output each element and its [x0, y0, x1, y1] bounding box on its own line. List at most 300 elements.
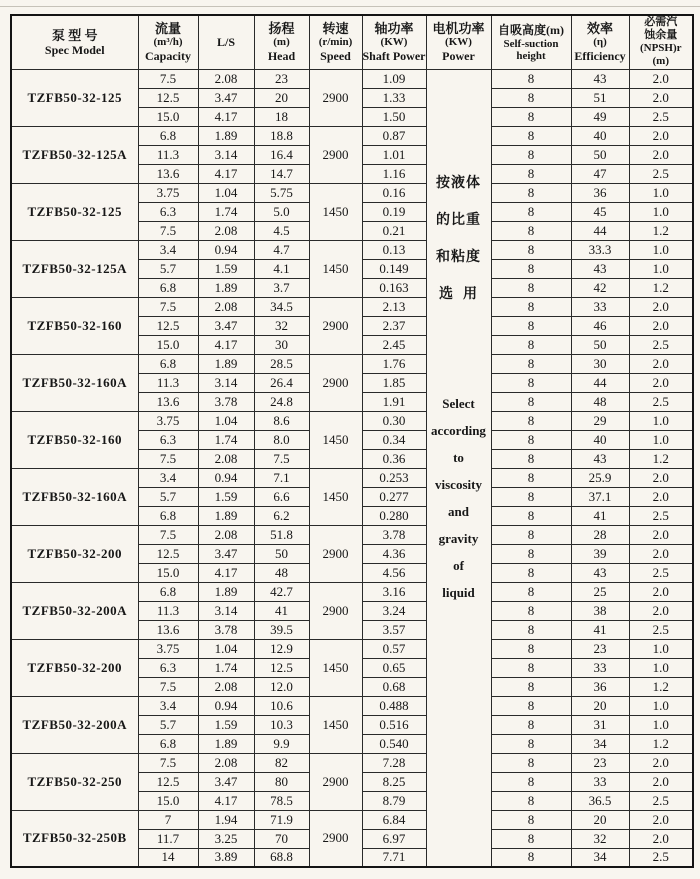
head-cell: 16.4: [254, 145, 309, 164]
capacity-cell: 6.8: [138, 126, 198, 145]
capacity-cell: 11.3: [138, 145, 198, 164]
ls-cell: 1.89: [198, 734, 254, 753]
ls-cell: 1.59: [198, 715, 254, 734]
efficiency-cell: 31: [571, 715, 629, 734]
col-header-capacity: [138, 15, 198, 69]
npsh-cell: 1.0: [629, 411, 693, 430]
capacity-cell: 6.8: [138, 354, 198, 373]
efficiency-cell: 32: [571, 829, 629, 848]
suction-height-cell: 8: [491, 240, 571, 259]
header-efficiency-sym: (η): [593, 36, 607, 49]
capacity-cell: 6.8: [138, 506, 198, 525]
head-cell: 6.2: [254, 506, 309, 525]
head-cell: 3.7: [254, 278, 309, 297]
header-capacity-unit: (m³/h): [153, 36, 183, 49]
capacity-cell: 6.3: [138, 658, 198, 677]
suction-height-cell: 8: [491, 297, 571, 316]
shaft-power-cell: 0.30: [362, 411, 426, 430]
capacity-cell: 6.8: [138, 582, 198, 601]
efficiency-cell: 39: [571, 544, 629, 563]
npsh-cell: 2.5: [629, 164, 693, 183]
shaft-power-cell: 0.65: [362, 658, 426, 677]
efficiency-cell: 25.9: [571, 468, 629, 487]
shaft-power-cell: 0.253: [362, 468, 426, 487]
shaft-power-cell: 2.13: [362, 297, 426, 316]
capacity-cell: 11.3: [138, 373, 198, 392]
efficiency-cell: 48: [571, 392, 629, 411]
model-cell: TZFB50-32-160A: [11, 468, 138, 525]
capacity-cell: 14: [138, 848, 198, 867]
suction-height-cell: 8: [491, 69, 571, 88]
power-note-cell: [426, 69, 491, 867]
suction-height-cell: 8: [491, 259, 571, 278]
ls-cell: 1.04: [198, 639, 254, 658]
npsh-cell: 2.0: [629, 487, 693, 506]
table-header: [11, 15, 693, 69]
efficiency-cell: 38: [571, 601, 629, 620]
head-cell: 48: [254, 563, 309, 582]
page-top-rule: [0, 6, 700, 7]
col-header-model: [11, 15, 138, 69]
power-note-line-en: Select: [442, 395, 475, 411]
npsh-cell: 2.5: [629, 791, 693, 810]
table-row: [11, 468, 693, 487]
capacity-cell: 7.5: [138, 69, 198, 88]
shaft-power-cell: 0.149: [362, 259, 426, 278]
head-cell: 23: [254, 69, 309, 88]
shaft-power-cell: 1.09: [362, 69, 426, 88]
power-note-line-en: according: [431, 422, 486, 438]
suction-height-cell: 8: [491, 525, 571, 544]
capacity-cell: 7.5: [138, 221, 198, 240]
suction-height-cell: 8: [491, 734, 571, 753]
npsh-cell: 1.0: [629, 430, 693, 449]
efficiency-cell: 40: [571, 126, 629, 145]
speed-cell: 1450: [309, 183, 362, 240]
efficiency-cell: 49: [571, 107, 629, 126]
efficiency-cell: 36: [571, 677, 629, 696]
efficiency-cell: 44: [571, 221, 629, 240]
ls-cell: 1.94: [198, 810, 254, 829]
shaft-power-cell: 0.19: [362, 202, 426, 221]
npsh-cell: 2.0: [629, 468, 693, 487]
suction-height-cell: 8: [491, 810, 571, 829]
pump-spec-table: [10, 14, 694, 868]
ls-cell: 1.89: [198, 354, 254, 373]
shaft-power-cell: 8.25: [362, 772, 426, 791]
ls-cell: 1.74: [198, 202, 254, 221]
npsh-cell: 1.2: [629, 221, 693, 240]
head-cell: 34.5: [254, 297, 309, 316]
head-cell: 10.6: [254, 696, 309, 715]
npsh-cell: 2.5: [629, 848, 693, 867]
model-cell: TZFB50-32-125A: [11, 240, 138, 297]
shaft-power-cell: 0.57: [362, 639, 426, 658]
col-header-shaft-power: [362, 15, 426, 69]
ls-cell: 1.74: [198, 430, 254, 449]
efficiency-cell: 33: [571, 297, 629, 316]
efficiency-cell: 29: [571, 411, 629, 430]
ls-cell: 1.89: [198, 126, 254, 145]
ls-cell: 3.47: [198, 544, 254, 563]
capacity-cell: 13.6: [138, 392, 198, 411]
head-cell: 30: [254, 335, 309, 354]
header-power-zh: 电机功率: [432, 21, 485, 37]
npsh-cell: 2.5: [629, 506, 693, 525]
table-row: [11, 240, 693, 259]
suction-height-cell: 8: [491, 601, 571, 620]
suction-height-cell: 8: [491, 715, 571, 734]
header-suction-zh: 自吸高度(m): [498, 22, 564, 37]
capacity-cell: 7.5: [138, 677, 198, 696]
head-cell: 71.9: [254, 810, 309, 829]
npsh-cell: 2.0: [629, 88, 693, 107]
capacity-cell: 7.5: [138, 753, 198, 772]
speed-cell: 1450: [309, 411, 362, 468]
suction-height-cell: 8: [491, 506, 571, 525]
ls-cell: 3.14: [198, 373, 254, 392]
efficiency-cell: 41: [571, 506, 629, 525]
speed-cell: 1450: [309, 468, 362, 525]
npsh-cell: 1.2: [629, 677, 693, 696]
suction-height-cell: 8: [491, 791, 571, 810]
table-row: [11, 126, 693, 145]
capacity-cell: 6.3: [138, 202, 198, 221]
capacity-cell: 3.75: [138, 639, 198, 658]
shaft-power-cell: 4.56: [362, 563, 426, 582]
header-shaft-zh: 轴功率: [374, 21, 414, 37]
shaft-power-cell: 0.68: [362, 677, 426, 696]
efficiency-cell: 34: [571, 734, 629, 753]
capacity-cell: 7.5: [138, 449, 198, 468]
capacity-cell: 12.5: [138, 88, 198, 107]
suction-height-cell: 8: [491, 829, 571, 848]
head-cell: 4.5: [254, 221, 309, 240]
shaft-power-cell: 0.163: [362, 278, 426, 297]
speed-cell: 2900: [309, 69, 362, 126]
efficiency-cell: 28: [571, 525, 629, 544]
suction-height-cell: 8: [491, 677, 571, 696]
efficiency-cell: 33: [571, 772, 629, 791]
table-row: [11, 525, 693, 544]
ls-cell: 1.04: [198, 411, 254, 430]
header-head-zh: 扬程: [268, 21, 295, 37]
col-header-speed: [309, 15, 362, 69]
efficiency-cell: 20: [571, 696, 629, 715]
col-header-suction: [491, 15, 571, 69]
npsh-cell: 1.0: [629, 715, 693, 734]
head-cell: 78.5: [254, 791, 309, 810]
npsh-cell: 1.0: [629, 259, 693, 278]
suction-height-cell: 8: [491, 164, 571, 183]
speed-cell: 2900: [309, 810, 362, 867]
suction-height-cell: 8: [491, 316, 571, 335]
shaft-power-cell: 3.16: [362, 582, 426, 601]
shaft-power-cell: 0.488: [362, 696, 426, 715]
head-cell: 5.0: [254, 202, 309, 221]
ls-cell: 1.89: [198, 278, 254, 297]
suction-height-cell: 8: [491, 544, 571, 563]
npsh-cell: 2.0: [629, 544, 693, 563]
efficiency-cell: 23: [571, 639, 629, 658]
capacity-cell: 15.0: [138, 107, 198, 126]
npsh-cell: 1.0: [629, 240, 693, 259]
head-cell: 6.6: [254, 487, 309, 506]
capacity-cell: 7.5: [138, 297, 198, 316]
capacity-cell: 12.5: [138, 772, 198, 791]
header-efficiency-en: Efficiency: [574, 49, 626, 64]
model-cell: TZFB50-32-250: [11, 753, 138, 810]
capacity-cell: 7.5: [138, 525, 198, 544]
speed-cell: 2900: [309, 354, 362, 411]
npsh-cell: 2.0: [629, 810, 693, 829]
head-cell: 82: [254, 753, 309, 772]
shaft-power-cell: 3.24: [362, 601, 426, 620]
head-cell: 7.1: [254, 468, 309, 487]
ls-cell: 3.47: [198, 772, 254, 791]
shaft-power-cell: 0.21: [362, 221, 426, 240]
npsh-cell: 1.0: [629, 183, 693, 202]
efficiency-cell: 33.3: [571, 240, 629, 259]
shaft-power-cell: 2.45: [362, 335, 426, 354]
shaft-power-cell: 3.57: [362, 620, 426, 639]
efficiency-cell: 34: [571, 848, 629, 867]
power-note-line-en: and: [448, 503, 469, 519]
efficiency-cell: 44: [571, 373, 629, 392]
shaft-power-cell: 1.33: [362, 88, 426, 107]
head-cell: 20: [254, 88, 309, 107]
header-npsh-en: (NPSH)r: [639, 42, 682, 55]
head-cell: 28.5: [254, 354, 309, 373]
header-row: [11, 15, 693, 69]
head-cell: 32: [254, 316, 309, 335]
capacity-cell: 6.8: [138, 734, 198, 753]
table-row: [11, 69, 693, 88]
efficiency-cell: 46: [571, 316, 629, 335]
capacity-cell: 7: [138, 810, 198, 829]
efficiency-cell: 37.1: [571, 487, 629, 506]
header-speed-zh: 转速: [322, 21, 349, 37]
head-cell: 80: [254, 772, 309, 791]
npsh-cell: 1.0: [629, 658, 693, 677]
efficiency-cell: 43: [571, 69, 629, 88]
ls-cell: 3.78: [198, 392, 254, 411]
shaft-power-cell: 0.280: [362, 506, 426, 525]
capacity-cell: 11.7: [138, 829, 198, 848]
capacity-cell: 3.75: [138, 411, 198, 430]
head-cell: 70: [254, 829, 309, 848]
ls-cell: 4.17: [198, 563, 254, 582]
header-efficiency-zh: 效率: [586, 21, 613, 37]
ls-cell: 1.59: [198, 487, 254, 506]
efficiency-cell: 30: [571, 354, 629, 373]
shaft-power-cell: 0.34: [362, 430, 426, 449]
capacity-cell: 3.4: [138, 240, 198, 259]
power-note-line-en: liquid: [442, 584, 475, 600]
npsh-cell: 2.0: [629, 772, 693, 791]
capacity-cell: 12.5: [138, 316, 198, 335]
npsh-cell: 2.0: [629, 753, 693, 772]
npsh-cell: 2.5: [629, 620, 693, 639]
shaft-power-cell: 0.16: [362, 183, 426, 202]
head-cell: 42.7: [254, 582, 309, 601]
ls-cell: 3.47: [198, 88, 254, 107]
suction-height-cell: 8: [491, 183, 571, 202]
suction-height-cell: 8: [491, 449, 571, 468]
shaft-power-cell: 1.76: [362, 354, 426, 373]
suction-height-cell: 8: [491, 107, 571, 126]
model-cell: TZFB50-32-160: [11, 411, 138, 468]
ls-cell: 1.74: [198, 658, 254, 677]
capacity-cell: 3.4: [138, 696, 198, 715]
power-note-line-zh: 选 用: [439, 286, 478, 302]
head-cell: 26.4: [254, 373, 309, 392]
suction-height-cell: 8: [491, 126, 571, 145]
capacity-cell: 5.7: [138, 487, 198, 506]
npsh-cell: 2.5: [629, 392, 693, 411]
shaft-power-cell: 7.28: [362, 753, 426, 772]
ls-cell: 1.59: [198, 259, 254, 278]
efficiency-cell: 23: [571, 753, 629, 772]
suction-height-cell: 8: [491, 620, 571, 639]
table-row: [11, 411, 693, 430]
efficiency-cell: 43: [571, 449, 629, 468]
suction-height-cell: 8: [491, 848, 571, 867]
suction-height-cell: 8: [491, 202, 571, 221]
head-cell: 7.5: [254, 449, 309, 468]
suction-height-cell: 8: [491, 221, 571, 240]
npsh-cell: 1.2: [629, 734, 693, 753]
suction-height-cell: 8: [491, 696, 571, 715]
efficiency-cell: 41: [571, 620, 629, 639]
suction-height-cell: 8: [491, 145, 571, 164]
ls-cell: 3.14: [198, 601, 254, 620]
ls-cell: 4.17: [198, 791, 254, 810]
capacity-cell: 6.8: [138, 278, 198, 297]
ls-cell: 2.08: [198, 753, 254, 772]
npsh-cell: 1.0: [629, 639, 693, 658]
model-cell: TZFB50-32-125: [11, 69, 138, 126]
speed-cell: 1450: [309, 696, 362, 753]
header-npsh-unit: (m): [652, 55, 669, 68]
ls-cell: 4.17: [198, 164, 254, 183]
npsh-cell: 2.0: [629, 145, 693, 164]
shaft-power-cell: 0.277: [362, 487, 426, 506]
header-shaft-unit: (KW): [380, 36, 408, 49]
model-cell: TZFB50-32-160A: [11, 354, 138, 411]
ls-cell: 3.47: [198, 316, 254, 335]
table-row: [11, 753, 693, 772]
shaft-power-cell: 2.37: [362, 316, 426, 335]
head-cell: 50: [254, 544, 309, 563]
efficiency-cell: 36: [571, 183, 629, 202]
table-row: [11, 810, 693, 829]
npsh-cell: 2.5: [629, 107, 693, 126]
table-body: [11, 69, 693, 867]
npsh-cell: 2.0: [629, 373, 693, 392]
suction-height-cell: 8: [491, 411, 571, 430]
ls-cell: 1.04: [198, 183, 254, 202]
shaft-power-cell: 6.97: [362, 829, 426, 848]
table-row: [11, 297, 693, 316]
model-cell: TZFB50-32-160: [11, 297, 138, 354]
ls-cell: 0.94: [198, 240, 254, 259]
ls-cell: 0.94: [198, 696, 254, 715]
capacity-cell: 5.7: [138, 259, 198, 278]
table-row: [11, 639, 693, 658]
model-cell: TZFB50-32-200: [11, 525, 138, 582]
npsh-cell: 2.0: [629, 69, 693, 88]
shaft-power-cell: 7.71: [362, 848, 426, 867]
capacity-cell: 6.3: [138, 430, 198, 449]
efficiency-cell: 51: [571, 88, 629, 107]
npsh-cell: 2.5: [629, 335, 693, 354]
speed-cell: 1450: [309, 240, 362, 297]
efficiency-cell: 40: [571, 430, 629, 449]
header-speed-en: Speed: [320, 49, 351, 64]
header-speed-unit: (r/min): [318, 36, 353, 49]
head-cell: 12.9: [254, 639, 309, 658]
efficiency-cell: 42: [571, 278, 629, 297]
npsh-cell: 1.0: [629, 202, 693, 221]
ls-cell: 2.08: [198, 677, 254, 696]
shaft-power-cell: 1.16: [362, 164, 426, 183]
ls-cell: 3.78: [198, 620, 254, 639]
efficiency-cell: 36.5: [571, 791, 629, 810]
col-header-npsh: [629, 15, 693, 69]
header-power-en: Power: [442, 49, 475, 64]
ls-cell: 3.14: [198, 145, 254, 164]
header-model-en: Spec Model: [44, 42, 105, 57]
ls-cell: 1.89: [198, 506, 254, 525]
header-model-zh: 泵 型 号: [51, 27, 98, 43]
model-cell: TZFB50-32-125: [11, 183, 138, 240]
shaft-power-cell: 3.78: [362, 525, 426, 544]
header-head-en: Head: [267, 49, 296, 64]
npsh-cell: 2.0: [629, 316, 693, 335]
ls-cell: 0.94: [198, 468, 254, 487]
head-cell: 14.7: [254, 164, 309, 183]
power-note-line-en: of: [453, 557, 464, 573]
head-cell: 18: [254, 107, 309, 126]
head-cell: 39.5: [254, 620, 309, 639]
suction-height-cell: 8: [491, 487, 571, 506]
speed-cell: 1450: [309, 639, 362, 696]
capacity-cell: 5.7: [138, 715, 198, 734]
header-npsh-zh2: 蚀余量: [644, 29, 678, 42]
shaft-power-cell: 1.01: [362, 145, 426, 164]
header-head-unit: (m): [273, 36, 290, 49]
capacity-cell: 3.75: [138, 183, 198, 202]
head-cell: 9.9: [254, 734, 309, 753]
efficiency-cell: 33: [571, 658, 629, 677]
speed-cell: 2900: [309, 753, 362, 810]
capacity-cell: 13.6: [138, 164, 198, 183]
suction-height-cell: 8: [491, 392, 571, 411]
head-cell: 4.7: [254, 240, 309, 259]
shaft-power-cell: 0.13: [362, 240, 426, 259]
suction-height-cell: 8: [491, 753, 571, 772]
suction-height-cell: 8: [491, 582, 571, 601]
capacity-cell: 11.3: [138, 601, 198, 620]
shaft-power-cell: 8.79: [362, 791, 426, 810]
suction-height-cell: 8: [491, 639, 571, 658]
efficiency-cell: 43: [571, 259, 629, 278]
capacity-cell: 3.4: [138, 468, 198, 487]
model-cell: TZFB50-32-200A: [11, 696, 138, 753]
capacity-cell: 15.0: [138, 335, 198, 354]
suction-height-cell: 8: [491, 430, 571, 449]
